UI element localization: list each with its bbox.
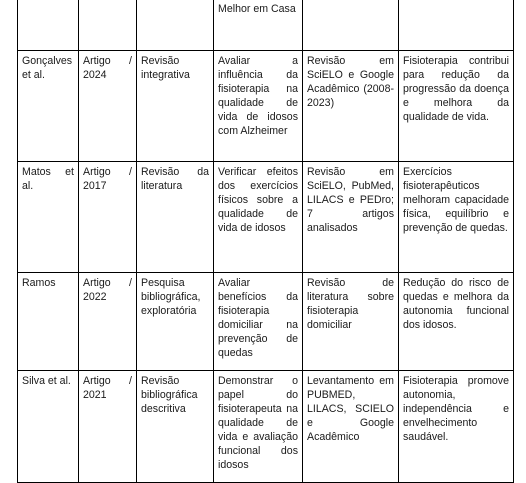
cell-objective: Verificar efeitos dos exercícios físicos sobre a qualidade de vida de idosos (214, 162, 303, 273)
cell-objective: Avaliar benefícios da fisioterapia domiciliar na prevenção de quedas (214, 273, 303, 371)
cell-author (18, 0, 79, 51)
cell-author: Matos et al. (18, 162, 79, 273)
table-row (18, 273, 514, 371)
table-row (18, 51, 514, 162)
cell-result: Redução do risco de quedas e melhora da autonomia funcional dos idosos. (399, 273, 514, 371)
cell-author: Ramos (18, 273, 79, 371)
cell-result: Fisioterapia contribui para redução da progressão da doença e melhora da qualidade de vida. (399, 51, 514, 162)
cell-source: Revisão em SciELO, PubMed, LILACS e PEDro; 7 artigos analisados (303, 162, 399, 273)
table-row (18, 162, 514, 273)
cell-method (137, 0, 214, 51)
cell-objective: Melhor em Casa (214, 0, 303, 51)
cell-result: Fisioterapia promove autonomia, independência e envelhecimento saudável. (399, 371, 514, 483)
cell-type: Artigo / 2017 (79, 162, 137, 273)
table-row (18, 0, 514, 51)
cell-source: Revisão em SciELO e Google Acadêmico (2008-2023) (303, 51, 399, 162)
cell-objective: Demonstrar o papel do fisioterapeuta na qualidade de vida e avaliação funcional dos idosos (214, 371, 303, 483)
cell-method: Revisão integrativa (137, 51, 214, 162)
cell-type: Artigo / 2022 (79, 273, 137, 371)
cell-type (79, 0, 137, 51)
cell-source: Levantamento em PUBMED, LILACS, SCIELO e Google Acadêmico (303, 371, 399, 483)
cell-author: Silva et al. (18, 371, 79, 483)
cell-source: Revisão de literatura sobre fisioterapia domiciliar (303, 273, 399, 371)
cell-type: Artigo / 2021 (79, 371, 137, 483)
cell-objective: Avaliar a influência da fisioterapia na qualidade de vida de idosos com Alzheimer (214, 51, 303, 162)
cell-result: Exercícios fisioterapêuticos melhoram capacidade física, equilíbrio e prevenção de quedas. (399, 162, 514, 273)
cell-method: Revisão bibliográfica descritiva (137, 371, 214, 483)
cell-method: Revisão da literatura (137, 162, 214, 273)
cell-author: Gonçalves et al. (18, 51, 79, 162)
table-row (18, 371, 514, 483)
cell-source (303, 0, 399, 51)
review-table (17, 0, 514, 483)
cell-type: Artigo / 2024 (79, 51, 137, 162)
cell-method: Pesquisa bibliográfica, exploratória (137, 273, 214, 371)
cell-result (399, 0, 514, 51)
